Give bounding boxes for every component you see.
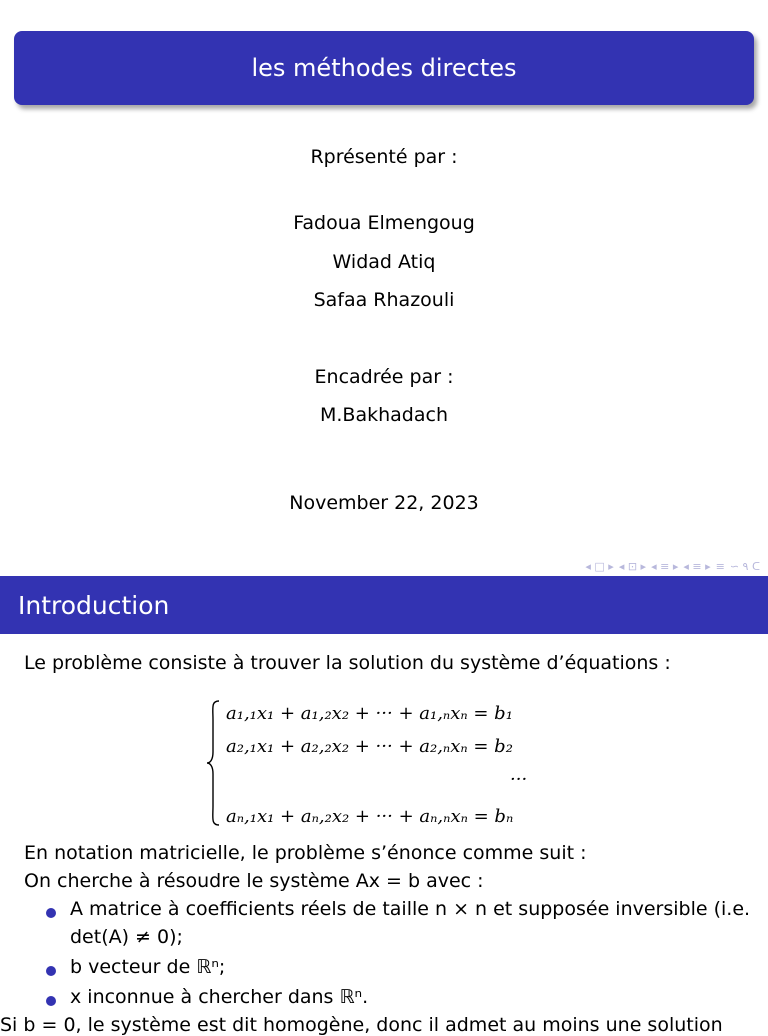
bullet-text-a: A matrice à coefficients réels de taille n × n et supposée inversible (i.e. (70, 898, 751, 920)
bullet-icon (46, 966, 56, 976)
supervised-by-label: Encadrée par : (314, 366, 454, 388)
presentation-date: November 22, 2023 (289, 492, 479, 514)
left-brace-icon (206, 700, 220, 826)
bullet-text-a-cont: det(A) ≠ 0); (70, 926, 183, 948)
nav-align-icon[interactable]: ≡ (715, 560, 725, 573)
nav-section-icon[interactable]: ◂ ≡ ▸ (683, 560, 711, 573)
nav-subsection-icon[interactable]: ◂ ≡ ▸ (651, 560, 679, 573)
presented-by-label: Rprésenté par : (310, 146, 458, 168)
homogeneous-system-text: Si b = 0, le système est dit homogène, donc il admet au moins une solution (0, 1014, 723, 1036)
equation-row-n: aₙ,₁x₁ + aₙ,₂x₂ + ··· + aₙ,ₙxₙ = bₙ (226, 806, 514, 827)
author-2: Widad Atiq (332, 251, 436, 273)
solve-system-text: On cherche à résoudre le système Ax = b avec : (24, 870, 484, 892)
equation-row-1: a₁,₁x₁ + a₁,₂x₂ + ··· + a₁,ₙxₙ = b₁ (226, 703, 513, 724)
bullet-icon (46, 996, 56, 1006)
supervisor-name: M.Bakhadach (320, 404, 448, 426)
frame-title: Introduction (18, 590, 170, 620)
presentation-title: les méthodes directes (251, 54, 517, 82)
equation-row-dots: ··· (510, 769, 528, 790)
nav-slide-icon[interactable]: ◂ □ ▸ (585, 560, 614, 573)
bullet-text-x: x inconnue à chercher dans ℝⁿ. (70, 986, 369, 1008)
nav-search-icon[interactable]: ∽ ۹ ᑕ (729, 560, 760, 573)
bullet-text-b: b vecteur de ℝⁿ; (70, 956, 226, 978)
equation-row-2: a₂,₁x₁ + a₂,₂x₂ + ··· + a₂,ₙxₙ = b₂ (226, 736, 513, 757)
intro-text: Le problème consiste à trouver la solution du système d’équations : (24, 652, 671, 674)
matrix-notation-text: En notation matricielle, le problème s’énonce comme suit : (24, 842, 587, 864)
introduction-slide (0, 576, 768, 1036)
bullet-icon (46, 908, 56, 918)
author-1: Fadoua Elmengoug (293, 212, 475, 234)
beamer-navigation-bar (585, 559, 760, 575)
frame-title-bar (0, 576, 768, 634)
nav-frame-icon[interactable]: ◂ ⊡ ▸ (618, 560, 647, 573)
presentation-title-box (14, 31, 754, 105)
author-3: Safaa Rhazouli (313, 289, 455, 311)
